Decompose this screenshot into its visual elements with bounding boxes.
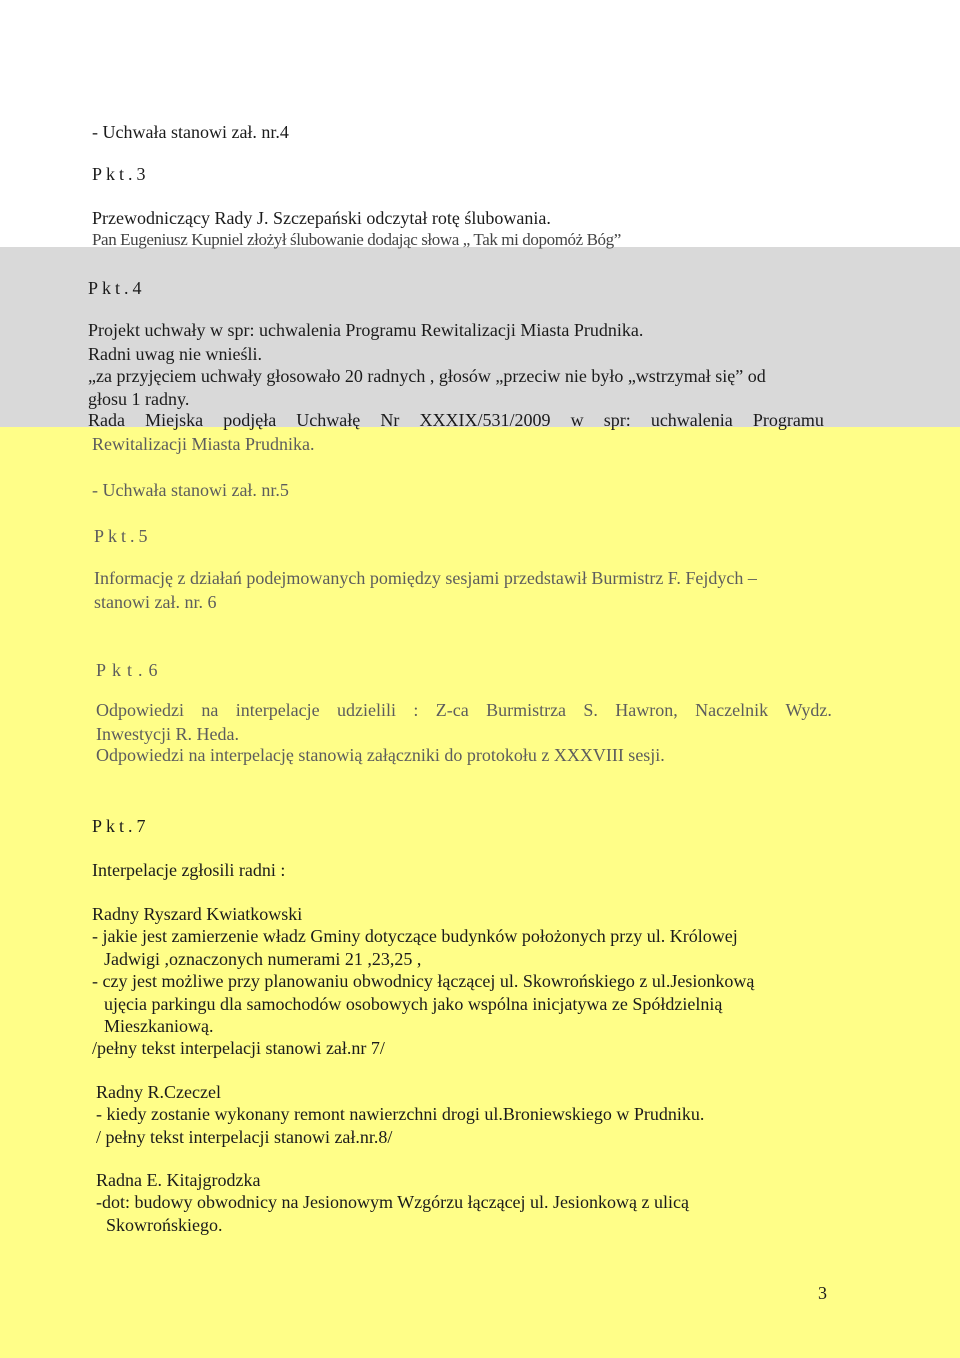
councillor-1-q2-cont: ujęcia parkingu dla samochodów osobowych jako wspólna inicjatywa ze Spółdzielnią (104, 994, 723, 1014)
word: Rada (88, 410, 125, 430)
word: spr: (603, 410, 631, 430)
word: Miejska (145, 410, 204, 430)
pkt4-resolution-line (88, 410, 824, 430)
pkt6-line3: Odpowiedzi na interpelację stanowią załączniki do protokołu z XXXVIII sesji. (96, 745, 665, 765)
word: : (413, 700, 419, 720)
resolution-note-5: - Uchwała stanowi zał. nr.5 (92, 480, 289, 500)
councillor-3-name: Radna E. Kitajgrodzka (96, 1170, 261, 1190)
councillor-1-q2-cont2: Mieszkaniową. (104, 1016, 214, 1036)
pkt6-line2: Inwestycji R. Heda. (96, 724, 239, 744)
pkt4-line2: Radni uwag nie wnieśli. (88, 344, 262, 364)
word: w (570, 410, 584, 430)
word: Burmistrza (486, 700, 567, 720)
word: Nr (380, 410, 400, 430)
word: Wydz. (785, 700, 832, 720)
pkt4-line1: Projekt uchwały w spr: uchwalenia Programu Rewitalizacji Miasta Prudnika. (88, 320, 644, 340)
pkt4-vote: „za przyjęciem uchwały głosowało 20 radnych , głosów „przeciw nie było „wstrzymał się” od (88, 366, 766, 386)
word: XXXIX/531/2009 (419, 410, 551, 430)
word: podjęła (223, 410, 277, 430)
word: Uchwałę (296, 410, 361, 430)
councillor-1-q1-cont: Jadwigi ,oznaczonych numerami 21 ,23,25 , (104, 949, 422, 969)
word: interpelacje (235, 700, 320, 720)
pkt7-intro: Interpelacje zgłosili radni : (92, 860, 286, 880)
word: S. (583, 700, 598, 720)
pkt5-line1: Informację z działań podejmowanych pomiędzy sesjami przedstawił Burmistrz F. Fejdych – (94, 568, 757, 588)
word: na (201, 700, 219, 720)
pkt7-header: Pkt.7 (92, 816, 150, 836)
resolution-note-4: - Uchwała stanowi zał. nr.4 (92, 122, 289, 142)
pkt4-line6: Rewitalizacji Miasta Prudnika. (92, 434, 315, 454)
word: Odpowiedzi (96, 700, 184, 720)
councillor-1-q1: - jakie jest zamierzenie władz Gminy dotyczące budynków położonych przy ul. Królowej (92, 926, 738, 946)
councillor-2-name: Radny R.Czeczel (96, 1082, 221, 1102)
councillor-1-name: Radny Ryszard Kwiatkowski (92, 904, 303, 924)
pkt5-header: Pkt.5 (94, 526, 152, 546)
councillor-3-q1: -dot: budowy obwodnicy na Jesionowym Wzgórzu łączącej ul. Jesionkową z ulicą (96, 1192, 690, 1212)
pkt6-line1 (96, 700, 832, 720)
pkt3-header: Pkt.3 (92, 164, 150, 184)
pkt4-line4: głosu 1 radny. (88, 389, 190, 409)
pkt3-oath-text: Przewodniczący Rady J. Szczepański odczytał rotę ślubowania. (92, 208, 551, 228)
word: Programu (752, 410, 824, 430)
word: Hawron, (615, 700, 678, 720)
councillor-1-annex: /pełny tekst interpelacji stanowi zał.nr 7/ (92, 1038, 385, 1058)
word: Z-ca (435, 700, 469, 720)
page-number: 3 (818, 1283, 827, 1303)
councillor-2-annex: / pełny tekst interpelacji stanowi zał.nr.8/ (96, 1127, 393, 1147)
pkt6-header: Pkt.6 (96, 660, 164, 680)
councillor-2-q1: - kiedy zostanie wykonany remont nawierzchni drogi ul.Broniewskiego w Prudniku. (96, 1104, 705, 1124)
councillor-1-q2: - czy jest możliwe przy planowaniu obwodnicy łączącej ul. Skowrońskiego z ul.Jesionkową (92, 971, 755, 991)
word: udzielili (337, 700, 396, 720)
pkt5-line2: stanowi zał. nr. 6 (94, 592, 217, 612)
word: Naczelnik (695, 700, 769, 720)
councillor-3-q1-cont: Skowrońskiego. (106, 1215, 223, 1235)
word: uchwalenia (650, 410, 733, 430)
pkt3-oath-words: Pan Eugeniusz Kupniel złożył ślubowanie dodając słowa „ Tak mi dopomóż Bóg” (92, 230, 621, 249)
pkt4-header: Pkt.4 (88, 278, 146, 298)
